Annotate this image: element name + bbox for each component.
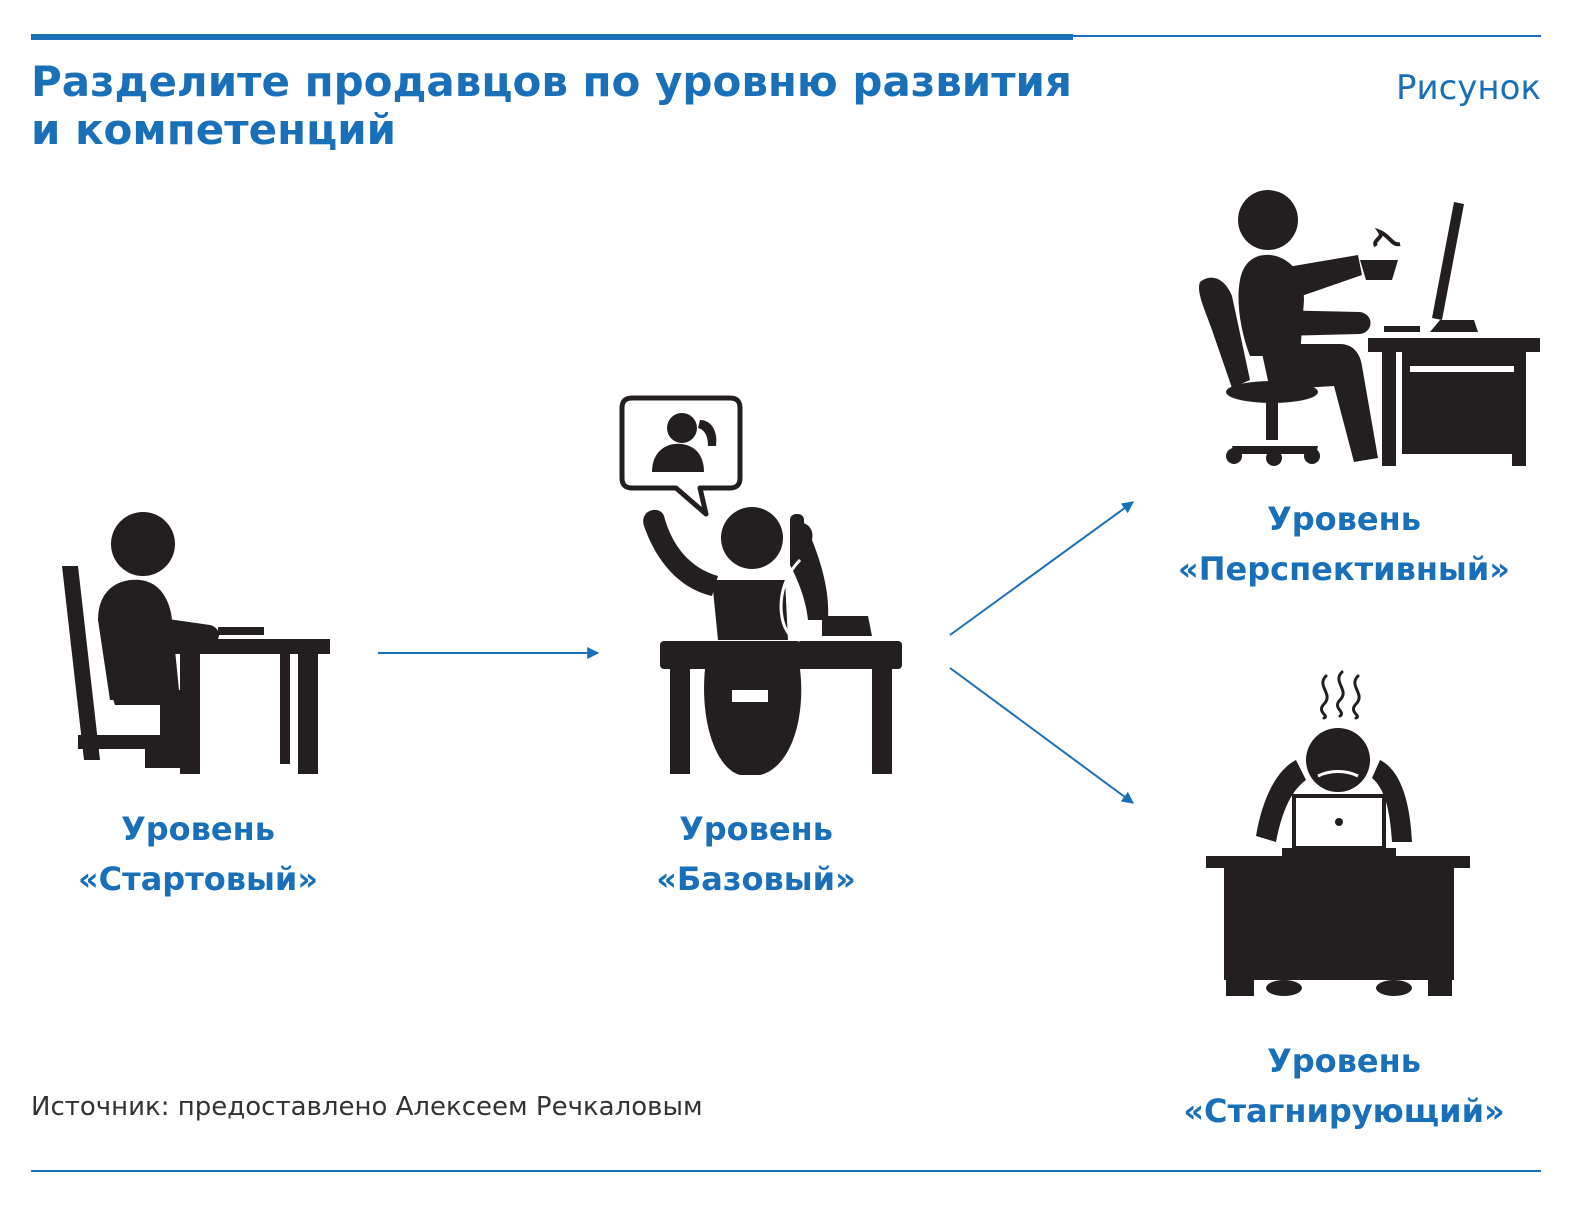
figure-label: Рисунок	[1396, 68, 1541, 108]
title-line-1: Разделите продавцов по уровню развития	[31, 57, 1072, 106]
person-relaxed-coffee-icon	[1199, 190, 1540, 466]
stage-label-base-line1: Уровень	[679, 810, 833, 848]
stage-label-start-line1: Уровень	[121, 810, 275, 848]
person-stressed-laptop-icon	[1206, 672, 1470, 996]
stage-label-base	[606, 804, 906, 904]
stage-label-stagnating-line1: Уровень	[1267, 1042, 1421, 1080]
stage-label-perspective-line1: Уровень	[1267, 500, 1421, 538]
stage-label-stagnating	[1164, 1036, 1524, 1136]
person-at-desk-icon	[62, 512, 330, 774]
bottom-rule	[31, 1170, 1541, 1172]
person-on-phone-icon	[622, 398, 902, 775]
stage-label-perspective-line2: «Перспективный»	[1178, 550, 1510, 588]
stage-label-base-line2: «Базовый»	[656, 860, 856, 898]
arrow-base-to-perspective	[950, 502, 1133, 635]
stage-label-start-line2: «Стартовый»	[77, 860, 318, 898]
stage-label-start	[46, 804, 350, 904]
title-line-2: и компетенций	[31, 105, 397, 154]
arrow-base-to-stagnating	[950, 668, 1133, 803]
source-note: Источник: предоставлено Алексеем Речкаловым	[31, 1092, 703, 1122]
stage-label-stagnating-line2: «Стагнирующий»	[1183, 1092, 1505, 1130]
stage-label-perspective	[1154, 494, 1534, 594]
